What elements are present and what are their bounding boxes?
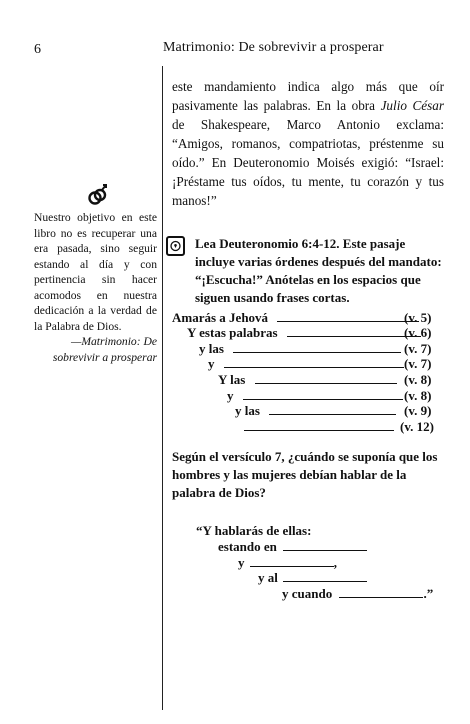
answer-line-prefix: y (238, 555, 245, 570)
fill-line-prefix: Amarás a Jehová (172, 310, 269, 325)
answer-blank[interactable] (269, 403, 396, 415)
running-title: Matrimonio: De sobrevivir a prosperar (163, 40, 384, 55)
answer-line-3 (258, 570, 367, 586)
answer-line-suffix: , (333, 555, 337, 570)
fill-line-6 (227, 388, 403, 404)
answer-line-1 (218, 539, 367, 555)
fill-line-4 (208, 356, 404, 372)
answer-blank[interactable] (243, 388, 403, 400)
answer-blank[interactable] (283, 539, 367, 551)
answer-blank[interactable] (244, 419, 394, 431)
fill-line-prefix: Y las (218, 372, 246, 387)
verse-ref: (v. 12) (400, 419, 434, 434)
page-number: 6 (34, 42, 41, 57)
fill-line-1 (172, 310, 419, 326)
fill-line-8 (244, 419, 394, 435)
sidebar-attribution: —Matrimonio: De sobrevivir a prosperar (52, 335, 157, 364)
study-question: Según el versículo 7, ¿cuándo se suponía que los hombres y las mujeres debían hablar de la palabra de Dios? (172, 449, 438, 500)
verse-ref: (v. 7) (404, 356, 432, 371)
answer-blank[interactable] (277, 310, 419, 322)
answer-blank[interactable] (233, 341, 401, 353)
answer-blank[interactable] (339, 586, 423, 598)
intro-paragraph (172, 77, 444, 210)
verse-ref: (v. 7) (404, 341, 432, 356)
answer-blank[interactable] (283, 570, 367, 582)
answer-blank[interactable] (224, 356, 404, 368)
column-divider (162, 66, 163, 710)
answer-line-prefix: estando en (218, 539, 277, 554)
sidebar-note: Nuestro objetivo en este libro no es recuperar una era pasada, sino seguir estando al día y con pertinencia sin hacer acomodos en nuestra dedicación a la verdad de la Palabra de Dios. (34, 211, 157, 333)
fill-line-prefix: Y estas palabras (187, 325, 278, 340)
fill-line-prefix: y las (199, 341, 224, 356)
answer-blank[interactable] (250, 555, 334, 567)
answer-line-2 (238, 555, 337, 571)
fill-line-3 (199, 341, 401, 357)
play-title: Julio César (380, 98, 444, 113)
fill-line-prefix: y (227, 388, 234, 403)
fill-line-7 (235, 403, 396, 419)
answer-line-suffix: .” (423, 586, 434, 601)
intro-text: este mandamiento indica algo más que oír pasivamente las palabras. En la obra Julio César de Shakespeare, Marco Antonio exclama: “Amigos, romanos, compatriotas, préstenme su oído.” En Deuteronomio Moisés exigió: “Israel: ¡Préstame tus oídos, tu mente, tu corazón y tus manos!” (172, 79, 444, 208)
fill-line-5 (218, 372, 397, 388)
verse-ref: (v. 5) (404, 310, 432, 325)
fill-line-prefix: y las (235, 403, 260, 418)
marriage-rings-icon (88, 182, 108, 208)
fill-line-2 (187, 325, 421, 341)
answer-lead: “Y hablarás de ellas: (196, 523, 312, 538)
answer-blank[interactable] (287, 325, 421, 337)
answer-line-4 (282, 586, 433, 602)
directive-text: Lea Deuteronomio 6:4-12. Este pasaje incluye varias órdenes después del mandato: “¡Escucha!” Anótelas en los espacios que siguen usando frases cortas. (195, 236, 442, 305)
bible-study-icon (166, 236, 185, 256)
verse-ref: (v. 9) (404, 403, 432, 418)
verse-ref: (v. 6) (404, 325, 432, 340)
verse-ref: (v. 8) (404, 372, 432, 387)
verse-ref: (v. 8) (404, 388, 432, 403)
fill-line-prefix: y (208, 356, 215, 371)
answer-blank[interactable] (255, 372, 397, 384)
answer-line-prefix: y cuando (282, 586, 333, 601)
answer-line-prefix: y al (258, 570, 278, 585)
